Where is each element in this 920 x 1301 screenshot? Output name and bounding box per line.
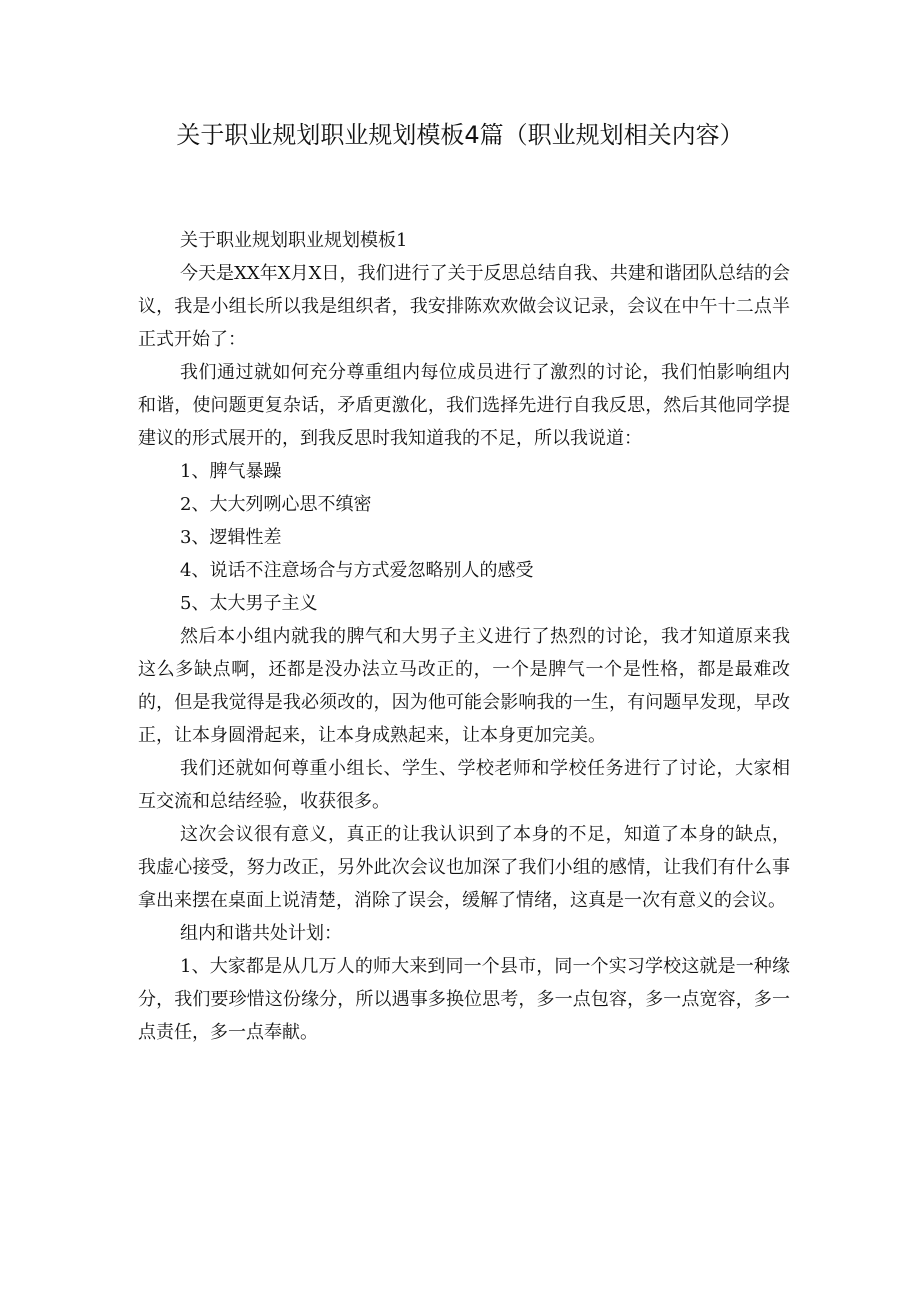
paragraph: 这次会议很有意义，真正的让我认识到了本身的不足，知道了本身的缺点，我虚心接受，努力改正，另外此次会议也加深了我们小组的感情，让我们有什么事拿出来摆在桌面上说清楚，消除了误会，缓解了情绪，这真是一次有意义的会议。 — [138, 824, 790, 911]
list-item: 1、脾气暴躁 — [180, 461, 282, 482]
list-item: 2、大大列咧心思不缜密 — [180, 494, 372, 515]
paragraph-subtitle: 关于职业规划职业规划模板1 — [180, 230, 408, 251]
paragraph: 我们通过就如何充分尊重组内每位成员进行了激烈的讨论，我们怕影响组内和谐，使问题更复杂话，矛盾更激化，我们选择先进行自我反思，然后其他同学提建议的形式展开的，到我反思时我知道我的不足，所以我说道： — [138, 362, 790, 449]
document-title: 关于职业规划职业规划模板4篇（职业规划相关内容） — [176, 121, 744, 149]
paragraph: 然后本小组内就我的脾气和大男子主义进行了热烈的讨论，我才知道原来我这么多缺点啊，还都是没办法立马改正的，一个是脾气一个是性格，都是最难改的，但是我觉得是我必须改的，因为他可能会影响我的一生，有问题早发现，早改正，让本身圆滑起来，让本身成熟起来，让本身更加完美。 — [138, 626, 790, 746]
paragraph: 今天是XX年X月X日，我们进行了关于反思总结自我、共建和谐团队总结的会议，我是小组长所以我是组织者，我安排陈欢欢做会议记录，会议在中午十二点半正式开始了： — [138, 263, 790, 350]
paragraph: 1、大家都是从几万人的师大来到同一个县市，同一个实习学校这就是一种缘分，我们要珍惜这份缘分，所以遇事多换位思考，多一点包容，多一点宽容，多一点责任，多一点奉献。 — [138, 956, 790, 1043]
paragraph-heading: 组内和谐共处计划： — [180, 923, 342, 944]
paragraph: 我们还就如何尊重小组长、学生、学校老师和学校任务进行了讨论，大家相互交流和总结经验，收获很多。 — [138, 758, 790, 812]
document-body — [138, 224, 790, 1049]
list-item: 3、逻辑性差 — [180, 527, 282, 548]
list-item: 5、太大男子主义 — [180, 593, 318, 614]
list-item: 4、说话不注意场合与方式爱忽略别人的感受 — [180, 560, 534, 581]
